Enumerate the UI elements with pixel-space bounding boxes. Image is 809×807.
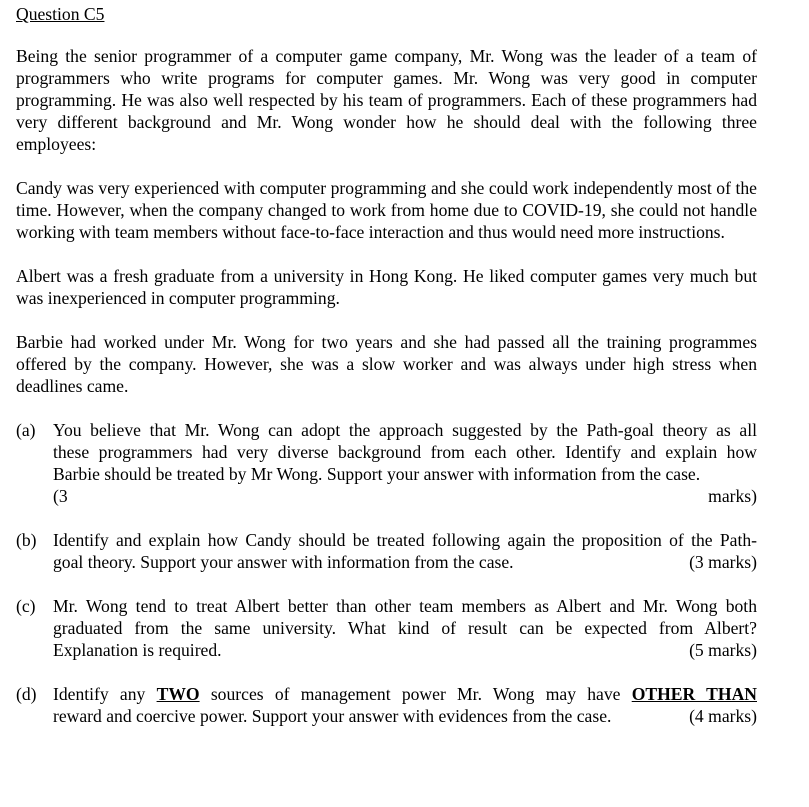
question-b-label: (b) bbox=[16, 530, 37, 550]
question-c-line-2: graduated from the same university. What kind of result can be expected from Albert? bbox=[53, 618, 757, 638]
question-a-line-3: Barbie should be treated by Mr Wong. Support your answer with information from the case. bbox=[53, 464, 701, 484]
question-a-line-1: You believe that Mr. Wong can adopt the approach suggested by the Path-goal theory as all bbox=[53, 420, 757, 440]
question-a-body bbox=[53, 419, 757, 507]
question-d-line-1-part-a: Identify any bbox=[53, 684, 157, 704]
candy-paragraph: Candy was very experienced with computer programming and she could work independently most of the time. However, when the company changed to work from home due to COVID-19, she could not handle working with team members without face-to-face interaction and thus would need more instructions. bbox=[16, 178, 757, 242]
question-a-label: (a) bbox=[16, 420, 36, 440]
question-d-body bbox=[53, 683, 757, 727]
question-a-marks: (3 marks) bbox=[53, 486, 757, 506]
emphasis-two: TWO bbox=[156, 684, 200, 704]
question-d-line-2: reward and coercive power. Support your answer with evidences from the case. bbox=[53, 706, 612, 726]
question-c-marks: (5 marks) bbox=[689, 640, 757, 660]
question-title: Question C5 bbox=[16, 4, 105, 24]
question-d-line-2-wrap bbox=[53, 705, 757, 727]
question-b-marks: (3 marks) bbox=[689, 552, 757, 572]
barbie-paragraph: Barbie had worked under Mr. Wong for two years and she had passed all the training programmes offered by the company. However, she was a slow worker and was always under high stress when deadlines came. bbox=[16, 332, 757, 396]
question-d-line-1-part-c: sources of management power Mr. Wong may have bbox=[199, 684, 632, 704]
intro-paragraph: Being the senior programmer of a computer game company, Mr. Wong was the leader of a team of programmers who write programs for computer games. Mr. Wong was very good in computer programming. He was also well respected by his team of programmers. Each of these programmers had very different background and Mr. Wong wonder how he should deal with the following three employees: bbox=[16, 46, 757, 154]
question-d-line-1 bbox=[53, 683, 757, 705]
question-d-marks: (4 marks) bbox=[689, 706, 757, 726]
question-b-body bbox=[53, 529, 757, 573]
emphasis-other-than: OTHER THAN bbox=[631, 684, 757, 704]
question-a bbox=[16, 419, 757, 507]
question-c-line-3-wrap bbox=[53, 639, 757, 661]
albert-paragraph: Albert was a fresh graduate from a university in Hong Kong. He liked computer games very much but was inexperienced in computer programming. bbox=[16, 266, 757, 308]
question-d bbox=[16, 683, 757, 727]
question-d-label: (d) bbox=[16, 684, 37, 704]
question-document bbox=[16, 3, 757, 749]
question-b-line-1: Identify and explain how Candy should be treated following again the proposition of the Path- bbox=[53, 530, 757, 550]
question-b-line-2-wrap bbox=[53, 551, 757, 573]
question-c-label: (c) bbox=[16, 596, 36, 616]
question-c-line-1: Mr. Wong tend to treat Albert better than other team members as Albert and Mr. Wong both bbox=[53, 596, 757, 616]
question-b bbox=[16, 529, 757, 573]
question-c-body bbox=[53, 595, 757, 661]
question-b-line-2: goal theory. Support your answer with information from the case. bbox=[53, 552, 514, 572]
question-a-line-2: these programmers had very diverse background from each other. Identify and explain how bbox=[53, 442, 757, 462]
question-c-line-3: Explanation is required. bbox=[53, 640, 222, 660]
question-c bbox=[16, 595, 757, 661]
